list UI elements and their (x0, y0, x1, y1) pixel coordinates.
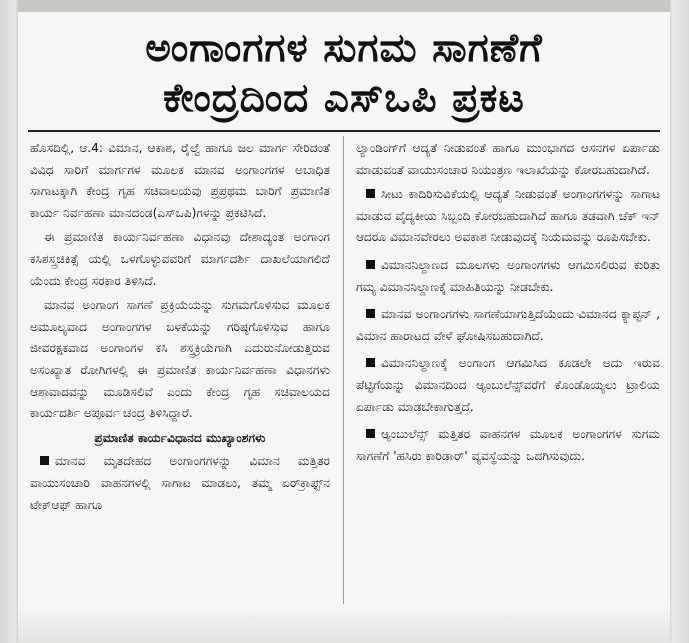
headline (18, 24, 670, 124)
article-column-right (356, 138, 660, 473)
paragraph-dateline: ಹೊಸದಿಲ್ಲಿ, ಆ.4: ವಿಮಾನ, ಆಕಾಶ, ರೈಲ್ವೆ ಹಾಗೂ ಜಲ ಮಾರ್ಗ ಸೇರಿದಂತೆ ವಿವಿಧ ಸಾರಿಗೆ ಮಾರ್ಗಗಳ ಮೂಲಕ ಮಾನವ ಅಂಗಾಂಗಗಳ ಅಬಾಧಿತ ಸಾಗಾಟಕ್ಕಾಗಿ ಕೇಂದ್ರ ಗೃಹ ಸಚಿವಾಲಯವು ಪ್ರಪ್ರಥಮ ಬಾರಿಗೆ ಪ್ರಮಾಣಿತ ಕಾರ್ಯ ನಿರ್ವಹಣಾ ಮಾನದಂಡ(ಎಸ್‌ಒಪಿ)ಗಳನ್ನು ಪ್ರಕಟಿಸಿದೆ. (30, 141, 330, 220)
bullet-item (356, 424, 660, 467)
square-bullet-icon (366, 429, 375, 438)
bullet-text: ವಿಮಾನನಿಲ್ದಾಣದ ಮೂಲಗಳು ಅಂಗಾಂಗಗಳು ಆಗಮಿಸಲಿರುವ ಕುರಿತು ಗಮ್ಯ ವಿಮಾನನಿಲ್ದಾಣಕ್ಕೆ ಮಾಹಿತಿಯನ್ನು ನೀಡಬೇಕು. (356, 257, 660, 294)
bullet-item (356, 184, 660, 249)
bullet-item (30, 451, 330, 516)
bullet-item (356, 353, 660, 418)
square-bullet-icon (40, 456, 49, 465)
left-edge-shadow (0, 0, 18, 643)
bullet-text: ಆ್ಯಂಬುಲೆನ್ಸ್ ಮತ್ತಿತರ ವಾಹನಗಳ ಮೂಲಕ ಅಂಗಾಂಗಗಳ ಸುಗಮ ಸಾಗಣೆಗೆ 'ಹಸಿರು ಕಾರಿಡಾರ್' ವ್ಯವಸ್ಥೆಯನ್ನು ಒದಗಿಸುವುದು. (356, 427, 660, 463)
newspaper-clipping (18, 0, 670, 643)
article-column-left (30, 138, 330, 522)
headline-line-2: ಕೇಂದ್ರದಿಂದ ಎಸ್‌ಒಪಿ ಪ್ರಕಟ (163, 76, 525, 121)
paragraph: ಮಾನವ ಅಂಗಾಂಗ ಸಾಗಣೆ ಪ್ರಕ್ರಿಯೆಯನ್ನು ಸುಗಮಗೊಳಿಸುವ ಮೂಲಕ ಅಮೂಲ್ಯವಾದ ಅಂಗಾಂಗಗಳ ಬಳಕೆಯನ್ನು ಗರಿಷ್ಠಗೊಳಿಸುವ ಹಾಗೂ ಜೀವರಕ್ಷಕವಾದ ಅಂಗಾಂಗಳ ಕಸಿ ಶಸ್ತ್ರಕ್ರಿಯೆಗಾಗಿ ಎದುರುನೋಡುತ್ತಿರುವ ಅಸಂಖ್ಯಾತ ರೋಗಿಗಳಲ್ಲಿ ಈ ಪ್ರಮಾಣಿತ ಕಾರ್ಯನಿರ್ವಹಣಾ ವಿಧಾನಗಳು ಆಶಾವಾದವನ್ನು ಮೂಡಿಸಲಿವೆ ಎಂದು ಕೇಂದ್ರ ಗೃಹ ಸಚಿವಾಲಯದ ಕಾರ್ಯದರ್ಶಿ ಅಪೂರ್ವ ಚಂದ್ರ ತಿಳಿಸಿದ್ದಾರೆ. (30, 298, 330, 421)
bullet-text: ಸೀಟು ಕಾದಿರಿಸುವಿಕೆಯಲ್ಲಿ ಆದ್ಯತೆ ನೀಡುವಂತೆ ಅಂಗಾಂಗಗಳನ್ನು ಸಾಗಾಟ ಮಾಡುವ ವೈದ್ಯಕೀಯ ಸಿಬ್ಬಂದಿ ಕೋರಬಹುದಾಗಿದೆ ಹಾಗೂ ತಡವಾಗಿ ಚೆಕ್ ಇನ್ ಆದರೂ ವಿಮಾನವೇರಲು ಅವಕಾಶ ನೀಡುವುದಕ್ಕೆ ನಿಯಮವನ್ನು ರೂಪಿಸಬೇಕು. (356, 187, 660, 245)
square-bullet-icon (366, 358, 375, 367)
paragraph-continued: ಲ್ಯಾಂಡಿಂಗ್‌ಗೆ ಆದ್ಯತೆ ನೀಡುವಂತೆ ಹಾಗೂ ಮುಂಭಾಗದ ಆಸನಗಳ ಏರ್ಪಾಡು ಮಾಡುವಂತೆ ವಾಯುಸಂಚಾರ ನಿಯಂತ್ರಣ ಇಲಾಖೆಯನ್ನು ಕೋರಬಹುದಾಗಿದೆ. (356, 141, 660, 177)
bullet-item (356, 304, 660, 347)
bullet-item (356, 255, 660, 298)
headline-rule (28, 130, 660, 132)
bottom-fade (18, 604, 670, 643)
bullet-text: ಮಾನವ ಮೃತದೇಹದ ಅಂಗಾಂಗಗಳನ್ನು ವಿಮಾನ ಮತ್ತಿತರ ವಾಯುಸಂಚಾರಿ ವಾಹನಗಳಲ್ಲಿ ಸಾಗಾಟ ಮಾಡಲು, ತಮ್ಮ ಏರ್‌ಕ್ರಾಫ್ಟ್‌ನ ಟೇಕ್‌ಆಫ್ ಹಾಗೂ (30, 454, 330, 512)
top-border (18, 0, 670, 12)
section-subheading: ಪ್ರಮಾಣಿತ ಕಾರ್ಯವಿಧಾನದ ಮುಖ್ಯಾಂಶಗಳು (94, 430, 266, 445)
headline-line-1: ಅಂಗಾಂಗಗಳ ಸುಗಮ ಸಾಗಣೆಗೆ (145, 26, 543, 71)
square-bullet-icon (366, 260, 375, 269)
paragraph: ಈ ಪ್ರಮಾಣಿತ ಕಾರ್ಯನಿರ್ವಹಣಾ ವಿಧಾನವು ದೇಶಾದ್ಯಂತ ಅಂಗಾಂಗ ಕಸಿಶಸ್ತ್ರಚಿಕಿತ್ಸೆ ಯಲ್ಲಿ ಒಳಗೊಳ್ಳುವವರಿಗೆ ಮಾರ್ಗದರ್ಶಿ ದಾಖಲೆಯಾಗಲಿದೆ ಯೆಂದು ಕೇಂದ್ರ ಸರಕಾರ ತಿಳಿಸಿದೆ. (30, 230, 330, 288)
bullet-text: ಮಾನವ ಅಂಗಾಂಗಗಳು ಸಾಗಣೆಯಾಗುತ್ತಿದೆಯೆಂದು ವಿಮಾನದ ಕ್ಯಾಪ್ಟನ್ , ವಿಮಾನ ಹಾರಾಟದ ವೇಳೆ ಘೋಷಿಸಬಹುದಾಗಿದೆ. (356, 307, 660, 343)
bullet-text: ವಿಮಾನನಿಲ್ದಾಣಕ್ಕೆ ಅಂಗಾಂಗ ಆಗಮಿಸಿದ ಕೂಡಲೇ ಅದು ಇರುವ ಪೆಟ್ಟಿಗೆಯನ್ನು ವಿಮಾನದಿಂದ ಆ್ಯಂಬುಲೆನ್ಸ್‌ವರೆಗೆ ಕೊಂಡೊಯ್ಯಲು ಟ್ರಾಲಿಯ ಏರ್ಪಾಡು ಮಾಡಬೇಕಾಗುತ್ತದೆ. (356, 356, 660, 414)
column-divider (343, 136, 344, 604)
right-edge-shadow (670, 0, 689, 643)
square-bullet-icon (366, 189, 375, 198)
square-bullet-icon (366, 309, 375, 318)
